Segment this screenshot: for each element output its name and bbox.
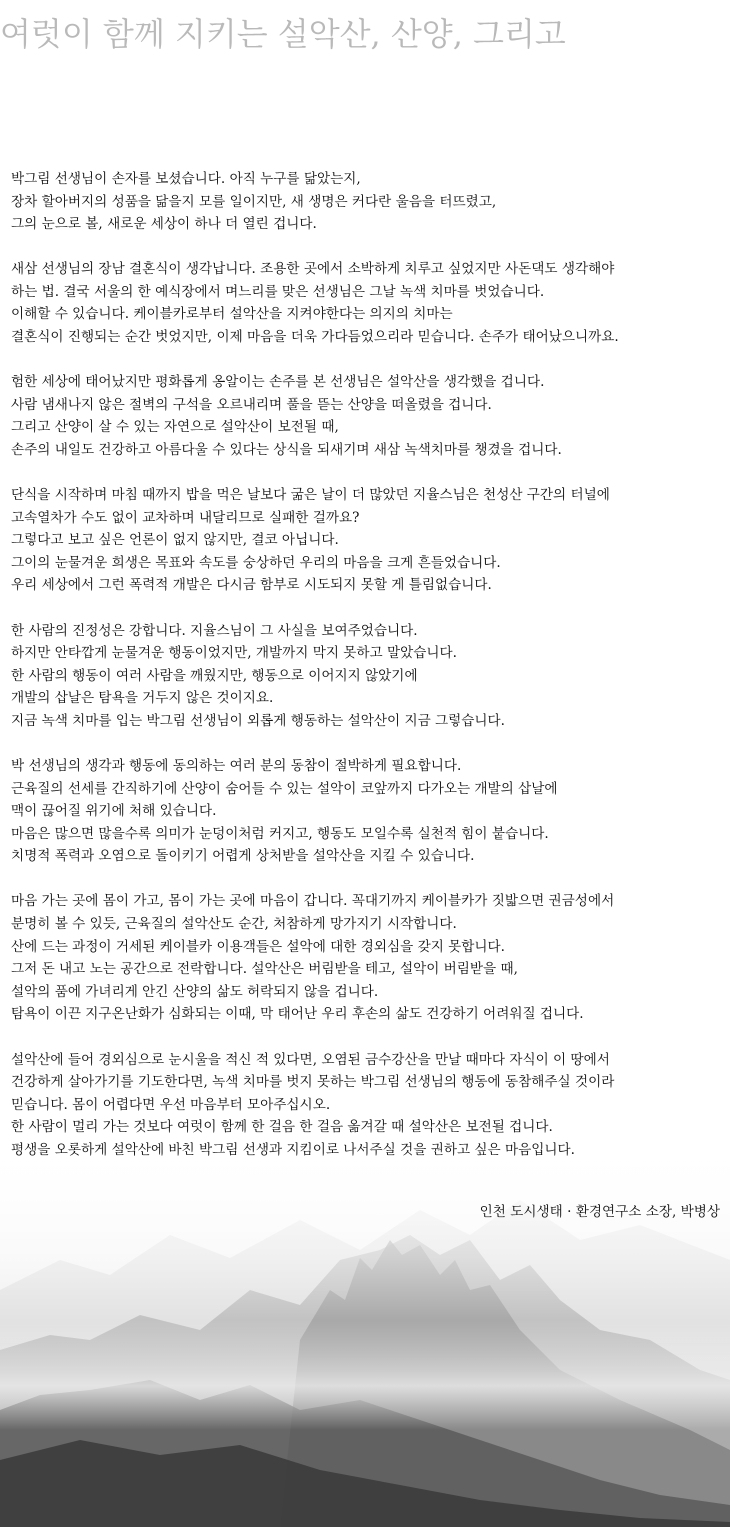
paragraph [11, 890, 726, 1026]
article-body [11, 168, 726, 1184]
paragraph [11, 258, 726, 348]
text-line: 고속열차가 수도 없이 교차하며 내달리므로 실패한 걸까요? [11, 509, 360, 526]
paragraph [11, 168, 726, 236]
text-line: 설악의 품에 가녀리게 안긴 산양의 삶도 허락되지 않을 겁니다. [11, 983, 379, 1000]
text-line: 치명적 폭력과 오염으로 돌이키기 어렵게 상처받을 설악산을 지킬 수 있습니다. [11, 848, 475, 865]
text-line: 분명히 볼 수 있듯, 근육질의 설악산도 순간, 처참하게 망가지기 시작합니다. [11, 916, 457, 933]
text-line: 마음 가는 곳에 몸이 가고, 몸이 가는 곳에 마음이 갑니다. 꼭대기까지 케이블카가 짓밟으면 권금성에서 [11, 893, 615, 910]
text-line: 개발의 삽날은 탐욕을 거두지 않은 것이지요. [11, 690, 274, 707]
mountain-background-image [0, 1140, 730, 1527]
text-line: 우리 세상에서 그런 폭력적 개발은 다시금 함부로 시도되지 못할 게 틀림없습니다. [11, 577, 492, 594]
text-line: 하는 법. 결국 서울의 한 예식장에서 며느리를 맞은 선생님은 그날 녹색 치마를 벗었습니다. [11, 283, 545, 300]
paragraph [11, 371, 726, 461]
paragraph [11, 755, 726, 868]
text-line: 사람 냄새나지 않은 절벽의 구석을 오르내리며 풀을 뜯는 산양을 떠올렸을 겁니다. [11, 396, 492, 413]
paragraph [11, 620, 726, 733]
text-line: 이해할 수 있습니다. 케이블카로부터 설악산을 지켜야한다는 의지의 치마는 [11, 306, 453, 323]
text-line: 박 선생님의 생각과 행동에 동의하는 여러 분의 동참이 절박하게 필요합니다. [11, 757, 462, 774]
text-line: 맥이 끊어질 위기에 처해 있습니다. [11, 803, 217, 820]
text-line: 한 사람의 행동이 여러 사람을 깨웠지만, 행동으로 이어지지 않았기에 [11, 667, 418, 684]
text-line: 지금 녹색 치마를 입는 박그림 선생님이 외롭게 행동하는 설악산이 지금 그렇습니다. [11, 712, 506, 729]
text-line: 하지만 안타깝게 눈물겨운 행동이었지만, 개발까지 막지 못하고 말았습니다. [11, 645, 457, 662]
text-line: 마음은 많으면 많을수록 의미가 눈덩이처럼 커지고, 행동도 모일수록 실천적 힘이 붙습니다. [11, 825, 549, 842]
text-line: 험한 세상에 태어났지만 평화롭게 옹알이는 손주를 본 선생님은 설악산을 생각했을 겁니다. [11, 374, 545, 391]
text-line: 그렇다고 보고 싶은 언론이 없지 않지만, 결코 아닙니다. [11, 532, 339, 549]
text-line: 믿습니다. 몸이 어렵다면 우선 마음부터 모아주십시오. [11, 1096, 331, 1113]
text-line: 박그림 선생님이 손자를 보셨습니다. 아직 누구를 닮았는지, [11, 171, 361, 187]
page-title: 여럿이 함께 지키는 설악산, 산양, 그리고 [0, 15, 566, 53]
text-line: 새삼 선생님의 장남 결혼식이 생각납니다. 조용한 곳에서 소박하게 치루고 싶었지만 사돈댁도 생각해야 [11, 261, 615, 278]
text-line: 탐욕이 이끈 지구온난화가 심화되는 이때, 막 태어난 우리 후손의 삶도 건강하기 어려워질 겁니다. [11, 1006, 584, 1023]
paragraph [11, 484, 726, 597]
text-line: 건강하게 살아가기를 기도한다면, 녹색 치마를 벗지 못하는 박그림 선생님의 행동에 동참해주실 것이라 [11, 1074, 615, 1091]
text-line: 한 사람의 진정성은 강합니다. 지율스님이 그 사실을 보여주었습니다. [11, 622, 418, 639]
author-signature: 인천 도시생태 · 환경연구소 소장, 박병상 [479, 1204, 720, 1220]
text-line: 근육질의 선세를 간직하기에 산양이 숨어들 수 있는 설악이 코앞까지 다가오는 개발의 삽날에 [11, 780, 558, 797]
text-line: 평생을 오롯하게 설악산에 바친 박그림 선생과 지킴이로 나서주실 것을 권하고 싶은 마음입니다. [11, 1141, 575, 1158]
text-line: 설악산에 들어 경외심으로 눈시울을 적신 적 있다면, 오염된 금수강산을 만날 때마다 자식이 이 땅에서 [11, 1051, 610, 1068]
text-line: 결혼식이 진행되는 순간 벗었지만, 이제 마음을 더욱 가다듬었으리라 믿습니다. 손주가 태어났으니까요. [11, 329, 619, 346]
paragraph [11, 1049, 726, 1162]
text-line: 장차 할아버지의 성품을 닮을지 모를 일이지만, 새 생명은 커다란 울음을 터뜨렸고, [11, 193, 497, 210]
text-line: 한 사람이 멀리 가는 것보다 여럿이 함께 한 걸음 한 걸음 옮겨갈 때 설악산은 보전될 겁니다. [11, 1119, 553, 1136]
text-line: 그이의 눈물겨운 희생은 목표와 속도를 숭상하던 우리의 마음을 크게 흔들었습니다. [11, 554, 501, 571]
text-line: 손주의 내일도 건강하고 아름다울 수 있다는 상식을 되새기며 새삼 녹색치마를 챙겼을 겁니다. [11, 441, 562, 458]
text-line: 단식을 시작하며 마침 때까지 밥을 먹은 날보다 굶은 날이 더 많았던 지율스님은 천성산 구간의 터널에 [11, 487, 610, 504]
text-line: 그리고 산양이 살 수 있는 자연으로 설악산이 보전될 때, [11, 419, 339, 436]
text-line: 그의 눈으로 볼, 새로운 세상이 하나 더 열린 겁니다. [11, 216, 317, 233]
text-line: 그저 돈 내고 노는 공간으로 전락합니다. 설악산은 버림받을 테고, 설악이 버림받을 때, [11, 961, 518, 978]
text-line: 산에 드는 과정이 거세된 케이블카 이용객들은 설악에 대한 경외심을 갖지 못합니다. [11, 938, 506, 955]
